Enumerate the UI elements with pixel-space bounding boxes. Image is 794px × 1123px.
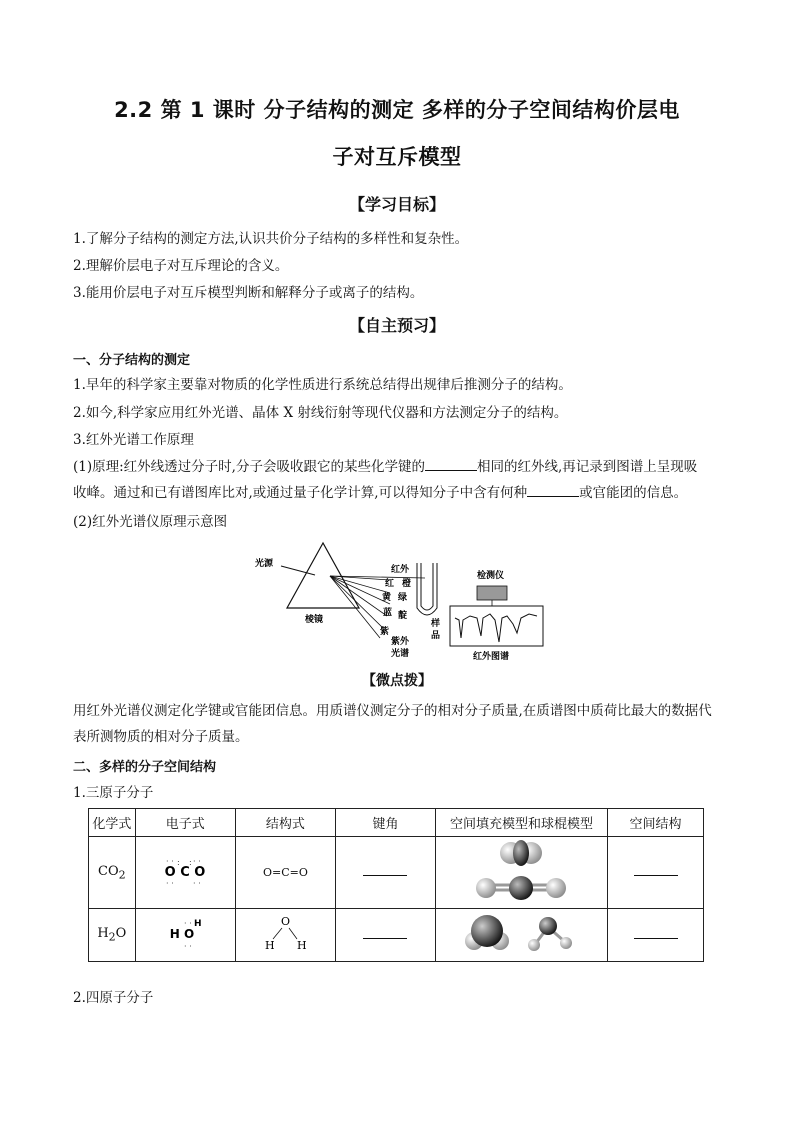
detector-label: 检测仪	[477, 571, 505, 581]
svg-text:· ·: · ·	[166, 878, 174, 888]
svg-text:· ·: · ·	[184, 942, 192, 951]
principle-text-b: 相同的红外线,再记录到图谱上呈现吸	[476, 459, 698, 475]
svg-text:O C O: O C O	[164, 864, 206, 880]
co2-models	[461, 838, 581, 904]
sample-tube	[421, 563, 433, 610]
section-2-sub-1: 1.三原子分子	[73, 785, 154, 801]
cell-electron-h2o	[135, 909, 235, 962]
tip-heading: 【微点拨】	[362, 673, 432, 689]
c-atom-fill	[513, 840, 529, 866]
cell-angle-co2[interactable]	[336, 837, 436, 909]
svg-text:· ·: · ·	[184, 919, 192, 928]
svg-text:· ·: · ·	[193, 878, 201, 888]
sample-label-1: 样	[431, 619, 441, 629]
uv-label: 紫外	[391, 637, 410, 647]
prism-label: 棱镜	[305, 615, 324, 625]
svg-text:· ·: · ·	[166, 856, 174, 866]
header-structure: 结构式	[235, 809, 335, 837]
header-formula: 化学式	[89, 809, 136, 837]
infrared-label: 红外	[391, 565, 410, 575]
color-orange: 橙	[402, 579, 412, 589]
fill-blank-2[interactable]	[527, 482, 579, 497]
cell-structure-co2: O=C=O	[235, 837, 335, 909]
header-model: 空间填充模型和球棍模型	[435, 809, 607, 837]
svg-text:H O: H O	[170, 927, 195, 941]
table-header-row	[89, 809, 704, 837]
cell-formula-h2o: $H_2O$	[89, 909, 136, 962]
color-yellow: 黄	[382, 593, 392, 603]
cell-electron-co2	[135, 837, 235, 909]
cell-shape-co2[interactable]	[608, 837, 704, 909]
triatomic-table	[88, 808, 704, 962]
page-title-line-1: 2.2 第 1 课时 分子结构的测定 多样的分子空间结构价层电	[114, 98, 680, 122]
header-shape: 空间结构	[608, 809, 704, 837]
cell-model-co2	[435, 837, 607, 909]
svg-text:O: O	[281, 915, 291, 928]
goal-item-3: 3.能用价层电子对互斥模型判断和解释分子或离子的结构。	[73, 285, 424, 301]
cell-structure-h2o	[235, 909, 335, 962]
table-row	[89, 837, 704, 909]
section-1-item-3: 3.红外光谱工作原理	[73, 432, 194, 448]
section-1-item-1: 1.早年的科学家主要靠对物质的化学性质进行系统总结得出规律后推测分子的结构。	[73, 377, 572, 393]
detector-box	[477, 586, 507, 600]
color-blue: 蓝	[383, 608, 393, 618]
section-2-sub-2: 2.四原子分子	[73, 990, 154, 1006]
o-atom-fill-h2o	[471, 915, 503, 947]
goals-heading: 【学习目标】	[348, 195, 445, 214]
color-red: 红	[385, 579, 395, 589]
light-source-label: 光源	[255, 559, 274, 569]
color-violet: 紫	[380, 627, 390, 637]
svg-text:H: H	[194, 919, 202, 929]
cell-model-h2o	[435, 909, 607, 962]
diagram-caption: (2)红外光谱仪原理示意图	[73, 514, 228, 530]
cell-shape-h2o[interactable]	[608, 909, 704, 962]
color-green: 绿	[398, 593, 408, 603]
h2o-models	[456, 909, 586, 957]
color-indigo: 靛	[398, 611, 408, 621]
fill-blank-1[interactable]	[425, 456, 477, 471]
preview-heading: 【自主预习】	[348, 316, 445, 335]
goal-item-2: 2.理解价层电子对互斥理论的含义。	[73, 258, 289, 274]
page-title-line-2: 子对互斥模型	[332, 145, 462, 169]
tip-text: 用红外光谱仪测定化学键或官能团信息。用质谱仪测定分子的相对分子质量,在质谱图中质荷比最大的数据代表所测物质的相对分子质量。	[73, 703, 712, 745]
cell-formula-co2: $CO_2$	[89, 837, 136, 909]
c-ball	[509, 876, 533, 900]
svg-text:H: H	[265, 939, 276, 952]
sample-label-2: 品	[431, 631, 441, 641]
sample-tube-outer	[417, 563, 437, 615]
cell-angle-h2o[interactable]	[336, 909, 436, 962]
o-ball-right	[546, 878, 566, 898]
section-1-item-2: 2.如今,科学家应用红外光谱、晶体 X 射线衍射等现代仪器和方法测定分子的结构。	[73, 405, 568, 421]
o-ball-h2o	[539, 917, 557, 935]
principle-paragraph	[73, 454, 725, 506]
goal-item-1: 1.了解分子结构的测定方法,认识共价分子结构的多样性和复杂性。	[73, 231, 469, 247]
svg-text::: :	[177, 857, 180, 867]
principle-text-a: (1)原理:红外线透过分子时,分子会吸收跟它的某些化学键的	[73, 459, 425, 475]
table-row	[89, 909, 704, 962]
section-1-title: 一、分子结构的测定	[73, 353, 191, 368]
header-angle: 键角	[336, 809, 436, 837]
ir-chart-curve	[455, 614, 537, 642]
spectrum-label: 光谱	[391, 649, 410, 659]
svg-text:H: H	[297, 939, 308, 952]
ir-spectrometer-diagram	[245, 538, 555, 663]
header-electron: 电子式	[135, 809, 235, 837]
svg-text:· ·: · ·	[193, 856, 201, 866]
svg-text::: :	[189, 857, 192, 867]
section-2-title: 二、多样的分子空间结构	[73, 760, 217, 775]
principle-text-c: 收峰。通过和已有谱图库比对,或通过量子化学计算,可以得知分子中含有何种	[73, 485, 528, 501]
o-ball-left	[476, 878, 496, 898]
ir-chart-label: 红外图谱	[473, 652, 510, 662]
principle-text-d: 或官能团的信息。	[579, 485, 688, 501]
